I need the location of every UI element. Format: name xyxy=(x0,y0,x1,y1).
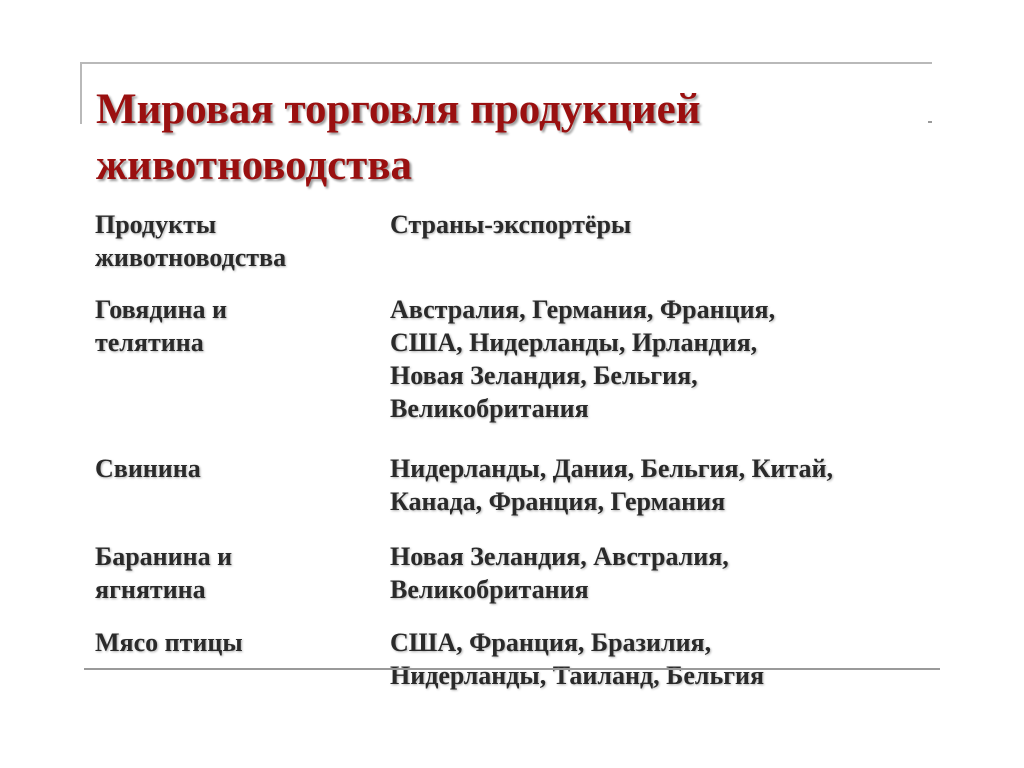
exporters-cell: Нидерланды, Дания, Бельгия, Китай, Канада, Франция, Германия xyxy=(390,454,833,516)
header-exporters: Страны-экспортёры xyxy=(390,210,632,239)
product-cell: Мясо птицы xyxy=(95,628,243,657)
exporters-cell: США, Франция, Бразилия, Нидерланды, Таиланд, Бельгия xyxy=(390,628,765,690)
exporters-cell: Австралия, Германия, Франция, США, Нидерланды, Ирландия, Новая Зеландия, Бельгия, Великобритания xyxy=(390,295,776,423)
frame-top-line xyxy=(80,62,932,64)
table-bottom-line xyxy=(84,668,940,670)
header-products: Продукты животноводства xyxy=(95,210,287,272)
exporters-cell: Новая Зеландия, Австралия, Великобритания xyxy=(390,542,729,604)
product-cell: Баранина и ягнятина xyxy=(95,542,233,604)
product-cell: Свинина xyxy=(95,454,201,483)
frame-corner-mark xyxy=(928,121,932,123)
slide-title: Мировая торговля продукцией животноводства xyxy=(96,86,701,189)
product-cell: Говядина и телятина xyxy=(95,295,227,357)
frame-left-line xyxy=(80,62,82,124)
